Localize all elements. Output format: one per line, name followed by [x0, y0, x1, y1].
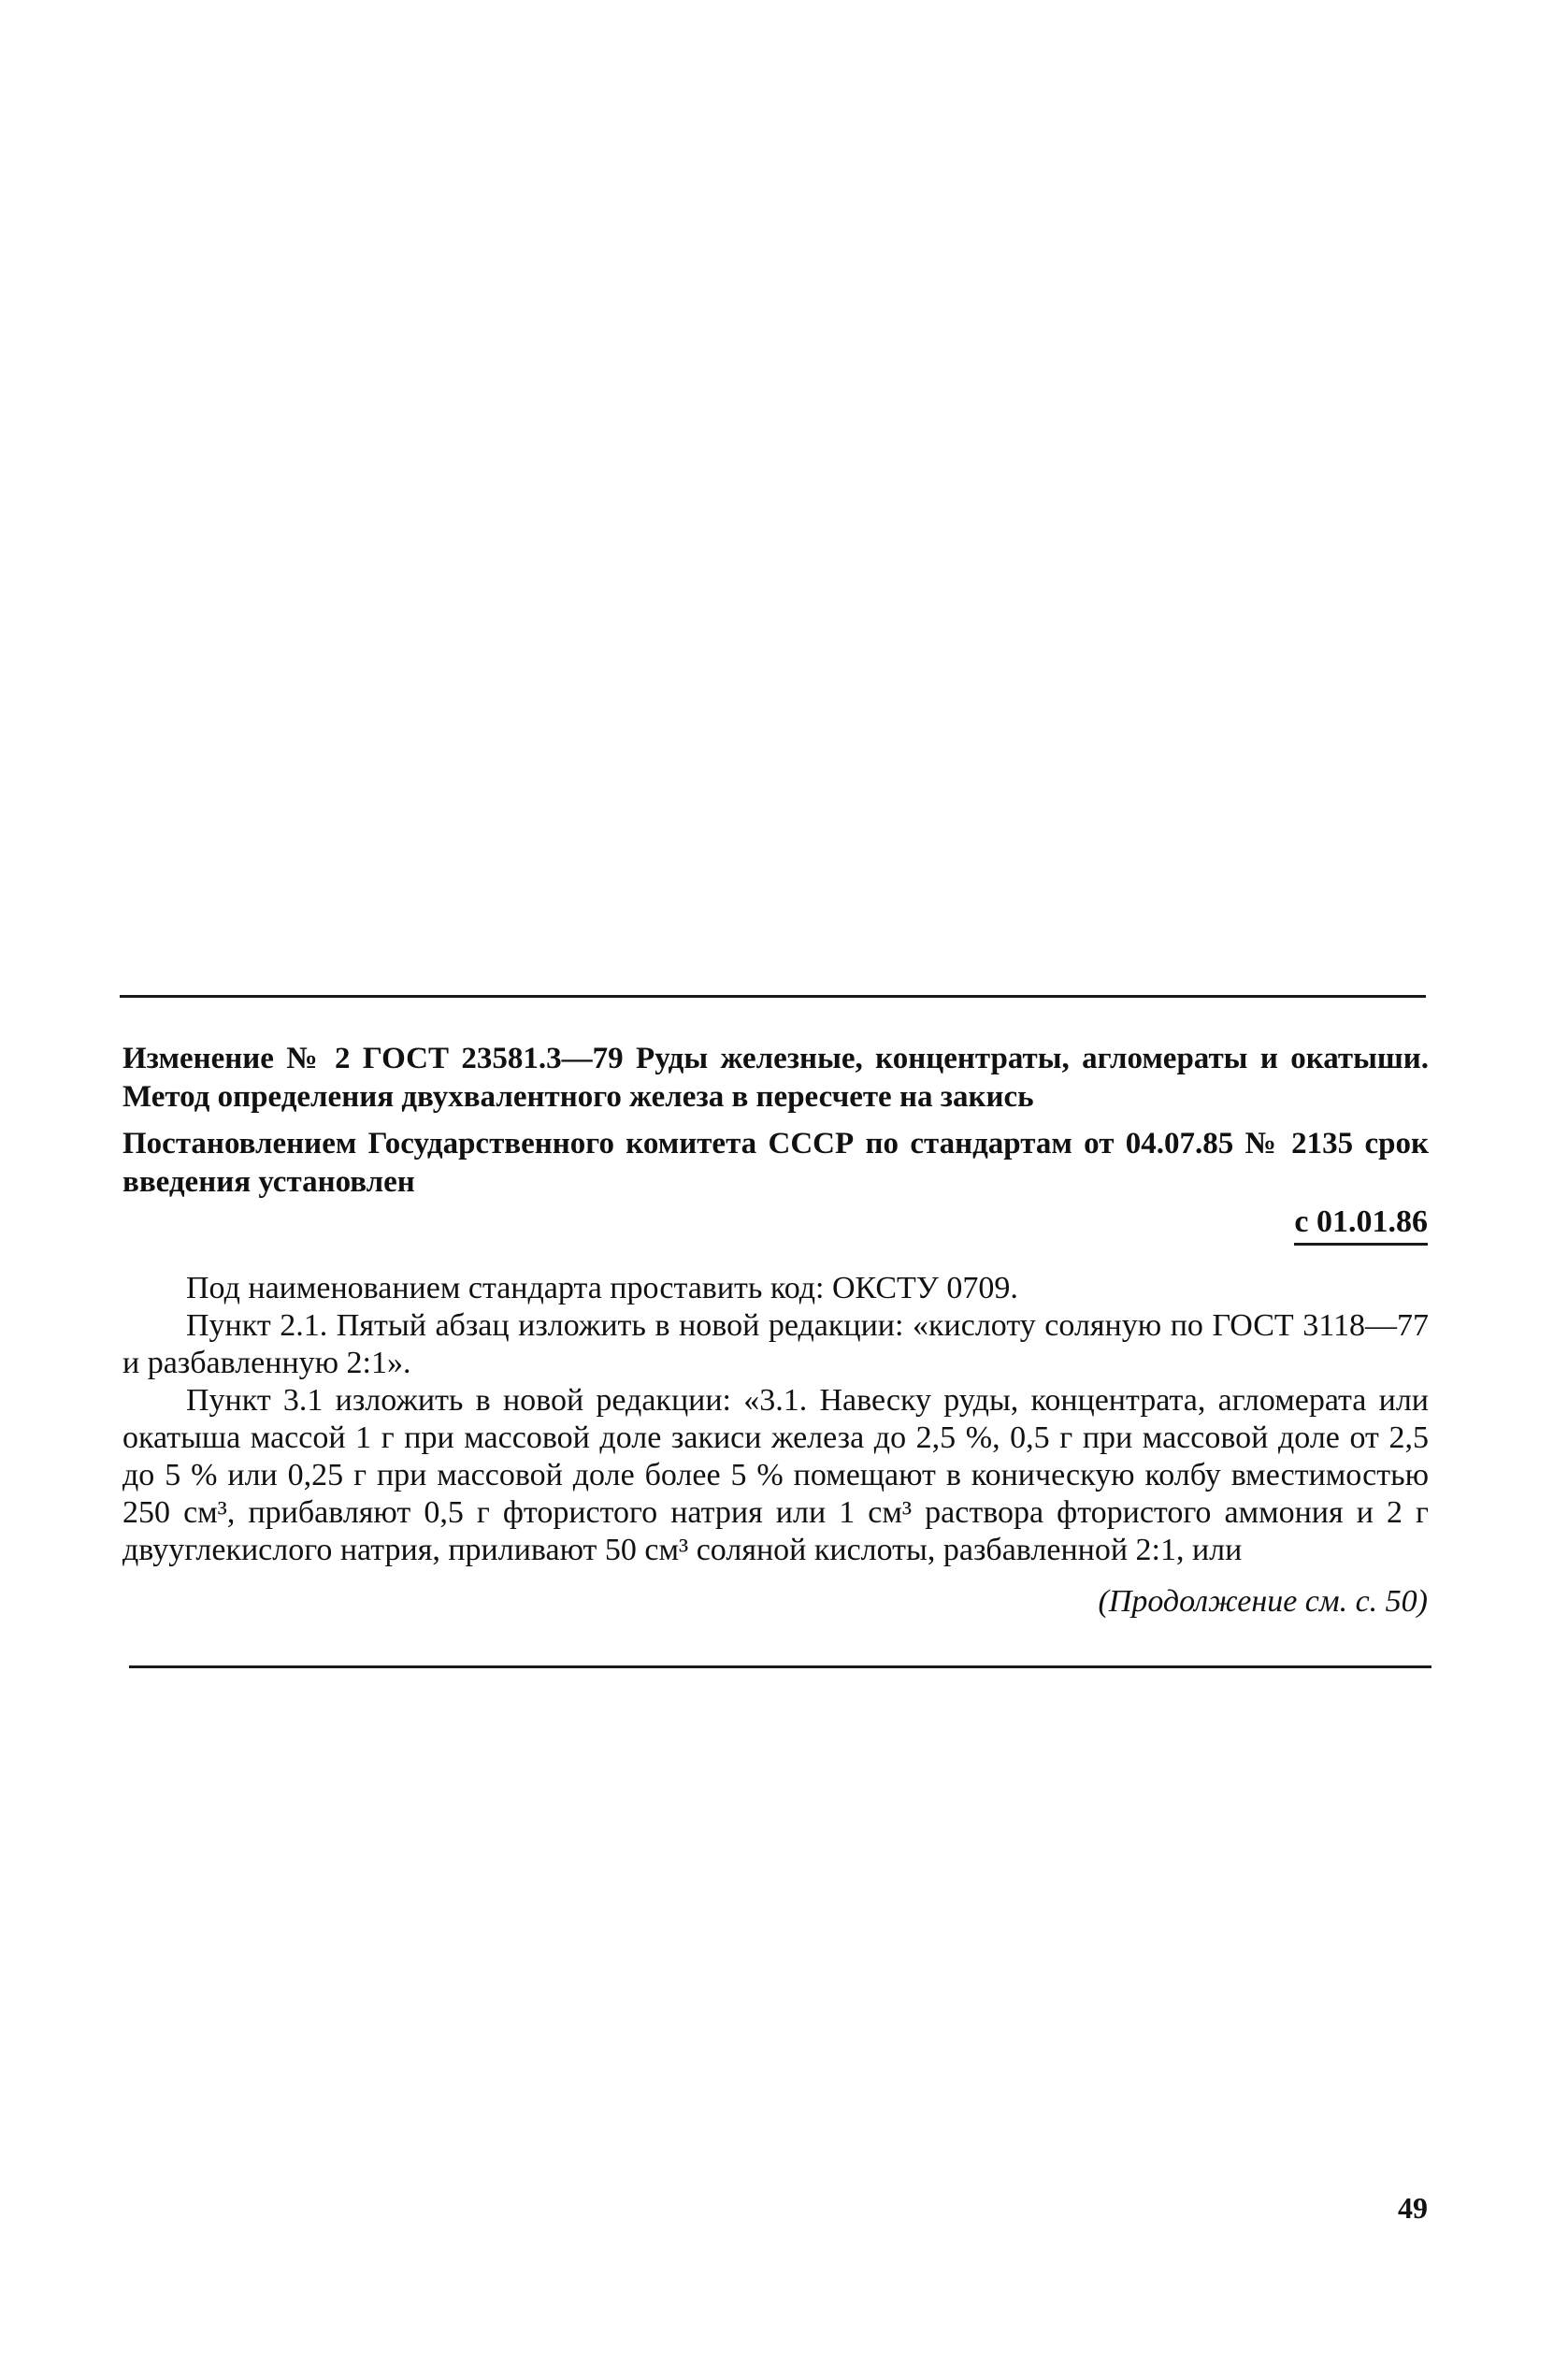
continuation-note: (Продолжение см. с. 50): [1098, 1584, 1428, 1619]
top-divider: [120, 995, 1426, 998]
paragraph-clause-2-1: Пункт 2.1. Пятый абзац изложить в новой редакции: «кислоту соляную по ГОСТ 3118—77 и разбавленную 2:1».: [122, 1308, 1429, 1380]
amendment-body: [122, 1270, 1429, 1569]
decree-statement: Постановлением Государственного комитета СССР по стандартам от 04.07.85 № 2135 срок введения установлен: [122, 1127, 1429, 1199]
page-number: 49: [1398, 2191, 1428, 2225]
bottom-divider: [129, 1665, 1431, 1668]
effective-date: с 01.01.86: [1294, 1204, 1428, 1246]
amendment-title: Изменение № 2 ГОСТ 23581.3—79 Руды железные, концентраты, агломераты и окатыши. Метод определения двухвалентного железа в пересчете на закись: [122, 1042, 1429, 1114]
paragraph-clause-3-1: Пункт 3.1 изложить в новой редакции: «3.1. Навеску руды, концентрата, агломерата или окатыша массой 1 г при массовой доле закиси железа до 2,5 %, 0,5 г при массовой доле от 2,5 до 5 % или 0,25 г при массовой доле более 5 % помещают в коническую колбу вместимостью 250 см³, прибавляют 0,5 г фтористого натрия или 1 см³ раствора фтористого аммония и 2 г двууглекислого натрия, приливают 50 см³ соляной кислоты, разбавленной 2:1, или: [122, 1383, 1429, 1567]
paragraph-okstu-code: Под наименованием стандарта проставить код: ОКСТУ 0709.: [186, 1271, 1018, 1305]
